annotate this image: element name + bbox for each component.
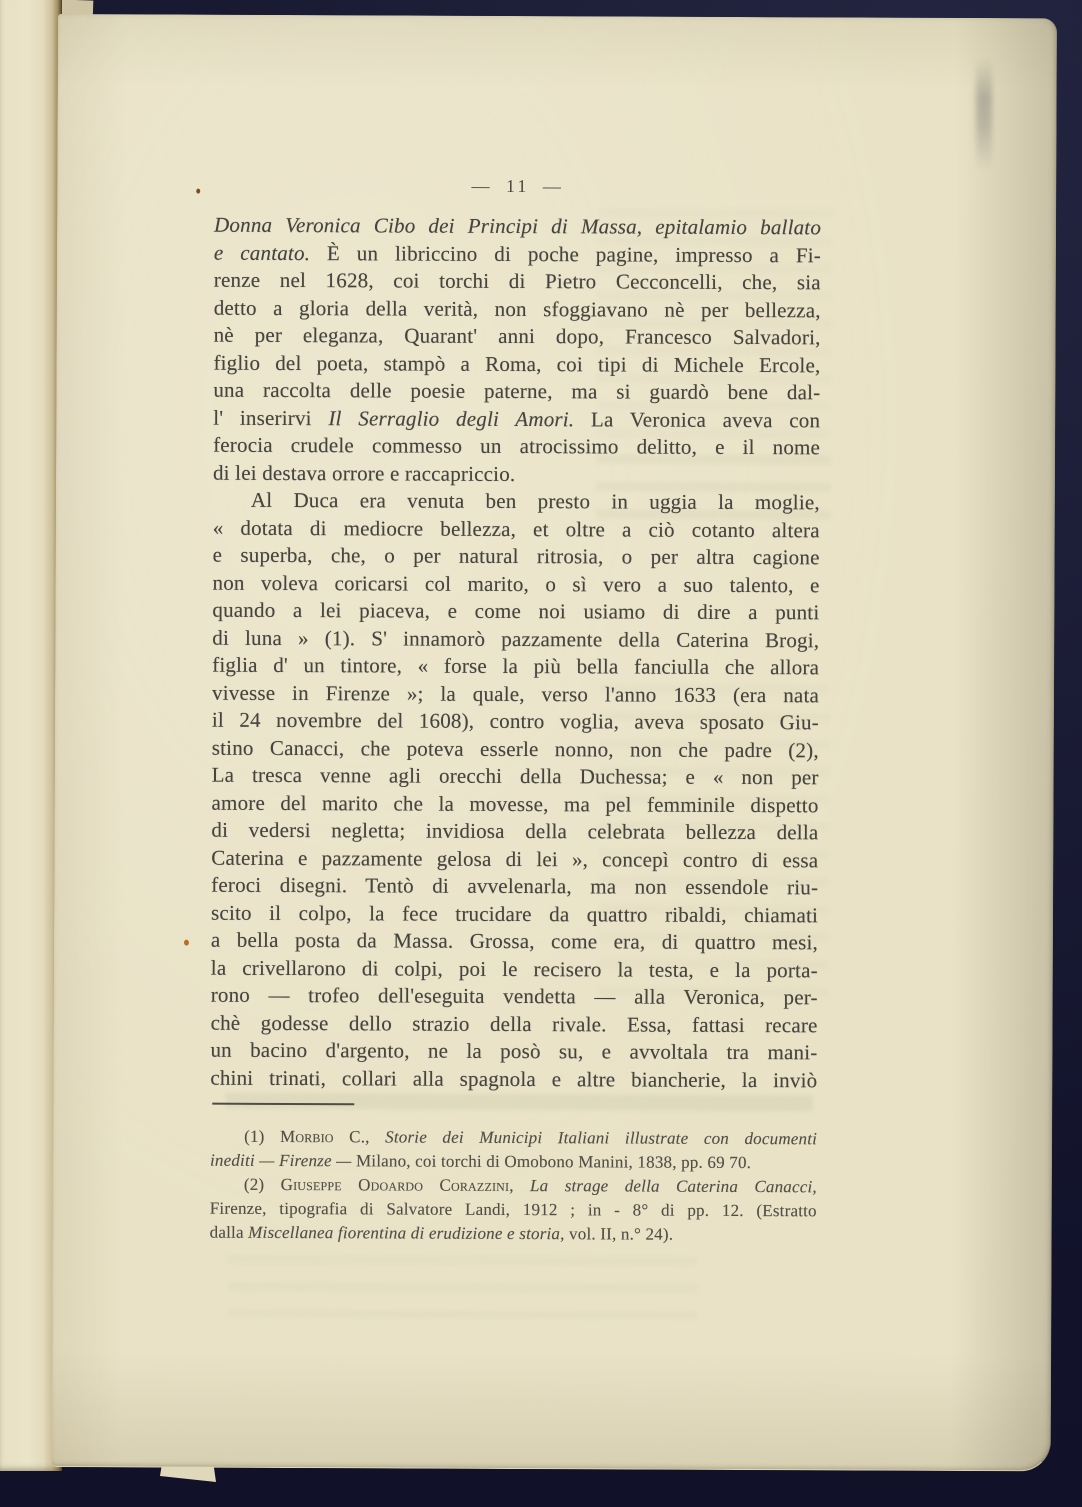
footnote-line: (1) Morbio C., Storie dei Municipi Italiani illustrate con documenti xyxy=(244,1126,818,1149)
text-line: « dotata di mediocre bellezza, et oltre a ciò cotanto altera xyxy=(212,515,820,542)
text-line: un bacino d'argento, ne la posò su, e avvoltala tra mani- xyxy=(210,1037,818,1065)
footnotes xyxy=(210,1125,818,1248)
footnote-line: Firenze, tipografia di Salvatore Landi, 1912 ; in - 8° di pp. 12. (Estratto xyxy=(209,1198,817,1221)
text-line: chè godesse dello strazio della rivale. Essa, fattasi recare xyxy=(210,1010,818,1037)
text-line: il 24 novembre del 1608), contro voglia, aveva sposato Giu- xyxy=(211,707,819,735)
text-line: quando a lei piaceva, e come noi usiamo di dire a punti xyxy=(212,597,820,625)
text-line: di luna » (1). S' innamorò pazzamente della Caterina Brogi, xyxy=(212,625,820,652)
text-line: di vedersi negletta; invidiosa della celebrata bellezza della xyxy=(211,817,819,845)
text-line: stino Canacci, che poteva esserle nonno, non che padre (2), xyxy=(211,735,819,762)
show-through-text xyxy=(227,1255,697,1319)
paper-speck xyxy=(184,940,189,946)
text-line: ferocia crudele commesso un atrocissimo delitto, e il nome xyxy=(213,432,821,460)
show-through-text xyxy=(225,1093,813,1112)
text-line: figlia d' un tintore, « forse la più bella fanciulla che allora xyxy=(212,652,820,680)
text-line: amore del marito che la movesse, ma pel femminile dispetto xyxy=(211,790,819,817)
text-line: detto a gloria della verità, non sfoggiavano nè per bellezza, xyxy=(213,295,821,322)
text-line: feroci disegni. Tentò di avvelenarla, ma non essendole riu- xyxy=(211,872,819,900)
text-line: rono — trofeo dell'eseguita vendetta — alla Veronica, per- xyxy=(210,982,818,1010)
text-line: renze nel 1628, coi torchi di Pietro Cecconcelli, che, sia xyxy=(213,267,821,295)
text-line: Al Duca era venuta ben presto in uggia la moglie, xyxy=(250,487,820,515)
text-line: La tresca venne agli orecchi della Duchessa; e « non per xyxy=(211,762,819,790)
text-line: figlio del poeta, stampò a Roma, coi tipi di Michele Ercole, xyxy=(213,350,821,377)
text-line: Donna Veronica Cibo dei Principi di Massa, epitalamio ballato xyxy=(214,212,822,240)
book-page xyxy=(52,14,1057,1471)
text-line: la crivellarono di colpi, poi le recisero la testa, e la porta- xyxy=(210,955,818,982)
text-line: nè per eleganza, Quarant' anni dopo, Francesco Salvadori, xyxy=(213,322,821,350)
paper-speck xyxy=(196,189,200,194)
text-line: Caterina e pazzamente gelosa di lei », concepì contro di essa xyxy=(211,845,819,872)
body-text xyxy=(210,212,821,1095)
text-line: scito il colpo, la fece trucidare da quattro ribaldi, chiamati xyxy=(211,900,819,927)
text-line: l' inserirvi Il Serraglio degli Amori. La Veronica aveva con xyxy=(213,405,821,432)
footnote-line: inediti — Firenze — Milano, coi torchi di Omobono Manini, 1838, pp. 69 70. xyxy=(209,1150,752,1173)
text-line: a bella posta da Massa. Grossa, come era, di quattro mesi, xyxy=(210,927,819,955)
page-edge-smudge xyxy=(976,58,992,170)
text-line: una raccolta delle poesie paterne, ma si guardò bene dal- xyxy=(213,377,821,405)
text-line: di lei destava orrore e raccapriccio. xyxy=(212,460,516,486)
text-line: e superba, che, o per natural ritrosia, o per altra cagione xyxy=(212,542,820,570)
text-line: chini trinati, collari alla spagnola e altre biancherie, la inviò xyxy=(210,1065,818,1092)
footnote-line: (2) Giuseppe Odoardo Corazzini, La strage della Caterina Canacci, xyxy=(243,1174,817,1197)
page-number: — 11 — xyxy=(471,175,564,197)
footnote-line: dalla Miscellanea fiorentina di erudizione e storia, vol. II, n.° 24). xyxy=(209,1222,674,1244)
text-line: e cantato. È un libriccino di poche pagine, impresso a Fi- xyxy=(213,240,822,267)
text-line: non voleva coricarsi col marito, o sì vero a suo talento, e xyxy=(212,570,820,597)
text-line: vivesse in Firenze »; la quale, verso l'anno 1633 (era nata xyxy=(211,680,820,707)
